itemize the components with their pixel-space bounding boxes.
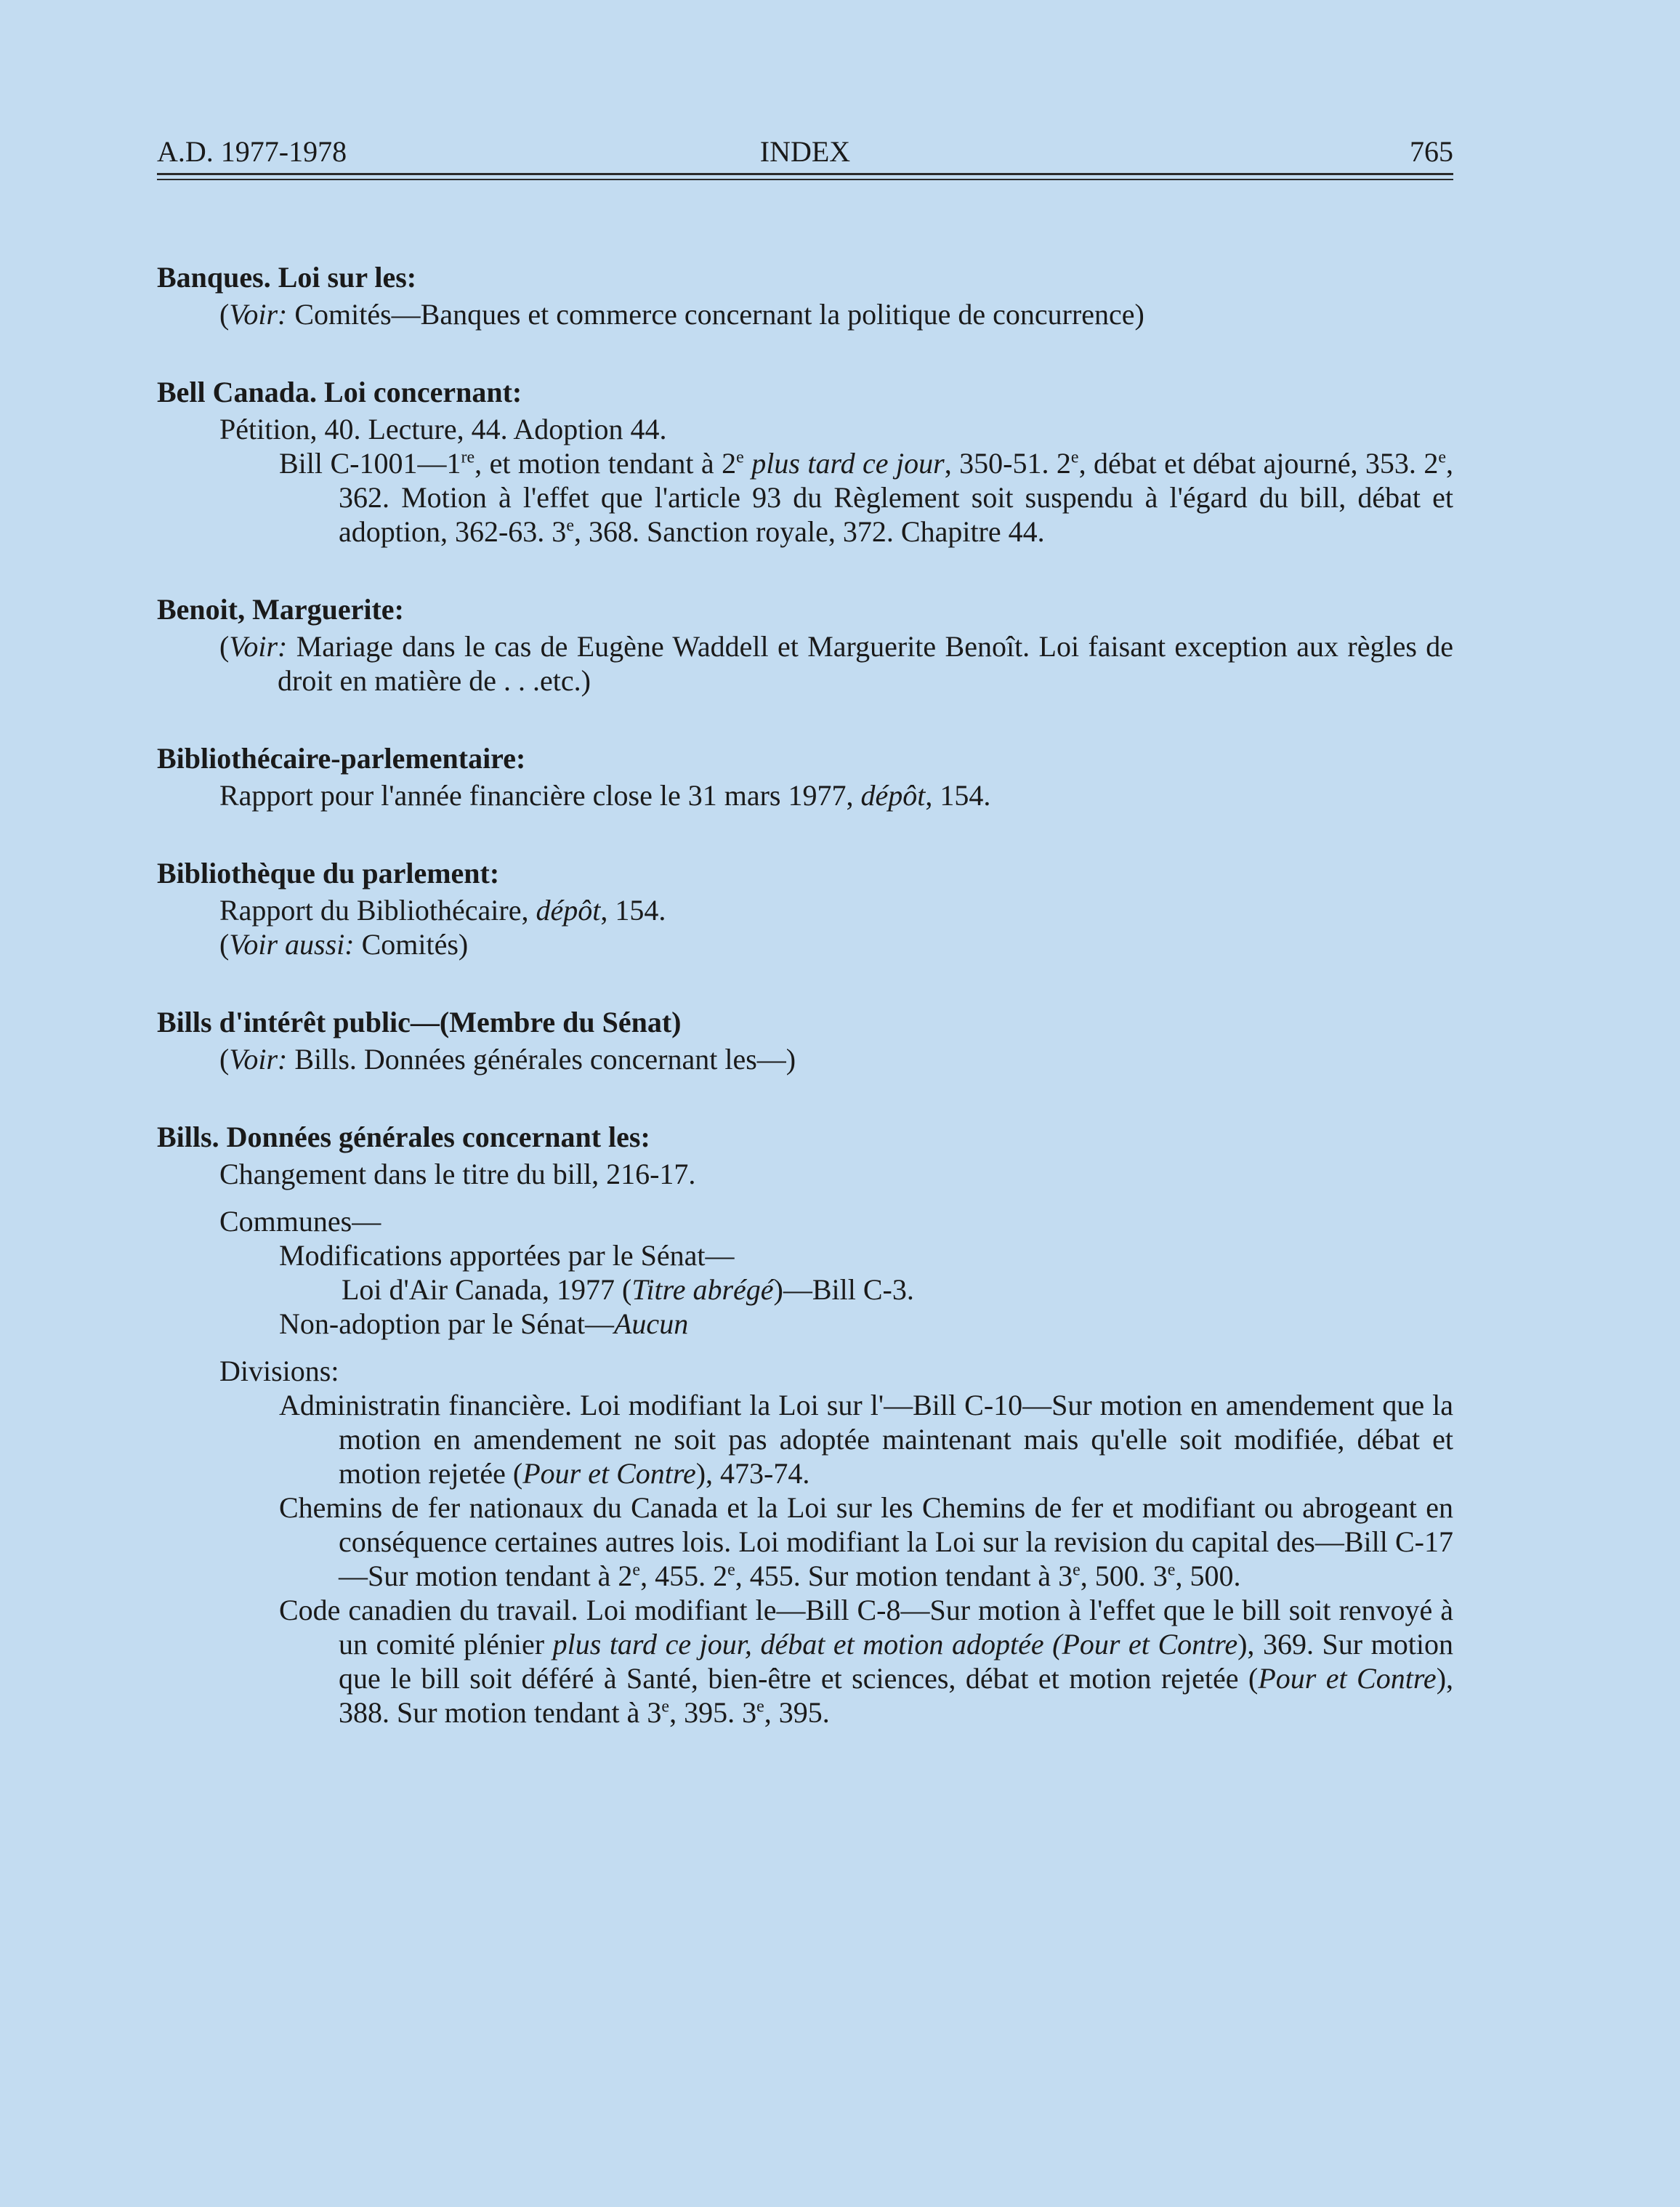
entry-heading: Benoit, Marguerite: bbox=[157, 593, 404, 626]
entry-heading: Banques. Loi sur les: bbox=[157, 261, 417, 294]
entry-bills-donnees-generales bbox=[157, 1120, 1453, 1730]
subheading-communes: Communes— bbox=[219, 1205, 381, 1238]
entry-line: Rapport pour l'année financière close le 31 mars 1977, dépôt, 154. bbox=[219, 779, 991, 812]
entry-bibliotheque bbox=[157, 856, 1453, 961]
entry-line: Changement dans le titre du bill, 216-17. bbox=[219, 1158, 696, 1190]
division-item: Administratin financière. Loi modifiant la Loi sur l'—Bill C-10—Sur motion en amendement que la motion en amendement ne soit pas adoptée maintenant mais qu'elle soit modifiée, débat et motion rejetée (Pour et Contre), 473-74. bbox=[279, 1389, 1453, 1490]
entry-heading: Bills. Données générales concernant les: bbox=[157, 1121, 650, 1153]
entry-benoit-marguerite bbox=[157, 592, 1453, 698]
voir-aussi-label: Voir aussi: bbox=[229, 928, 355, 961]
entry-bell-canada bbox=[157, 375, 1453, 549]
subheading-modifications: Modifications apportées par le Sénat— bbox=[279, 1239, 735, 1272]
voir-label: Voir: bbox=[229, 298, 288, 331]
entry-bills-interet-public bbox=[157, 1005, 1453, 1076]
division-item: Chemins de fer nationaux du Canada et la Loi sur les Chemins de fer et modifiant ou abrogeant en conséquence certaines autres lois. Loi modifiant la Loi sur la revision du capital des—Bill C-17—Sur motion tendant à 2e, 455. 2e, 455. Sur motion tendant à 3e, 500. 3e, 500. bbox=[279, 1491, 1453, 1592]
header-title: INDEX bbox=[759, 135, 851, 168]
entry-see-reference: (Voir: Mariage dans le cas de Eugène Waddell et Marguerite Benoît. Loi faisant exception aux règles de droit en matière de . . .etc.) bbox=[219, 630, 1454, 697]
entry-see-reference: (Voir: Bills. Données générales concernant les—) bbox=[219, 1043, 796, 1076]
entry-heading: Bills d'intérêt public—(Membre du Sénat) bbox=[157, 1006, 682, 1038]
header-rule-bottom bbox=[157, 179, 1453, 180]
entry-line: Loi d'Air Canada, 1977 (Titre abrégé)—Bill C-3. bbox=[342, 1273, 914, 1306]
header-rule-top bbox=[157, 173, 1453, 175]
bill-c1001-line: Bill C-1001—1re, et motion tendant à 2e plus tard ce jour, 350-51. 2e, débat et débat ajourné, 353. 2e, 362. Motion à l'effet que l'article 93 du Règlement soit suspendu à l'égard du bill, débat et adoption, 362-63. 3e, 368. Sanction royale, 372. Chapitre 44. bbox=[279, 447, 1454, 548]
division-item: Code canadien du travail. Loi modifiant le—Bill C-8—Sur motion à l'effet que le bill soit renvoyé à un comité plénier plus tard ce jour, débat et motion adoptée (Pour et Contre), 369. Sur motion que le bill soit déféré à Santé, bien-être et sciences, débat et motion rejetée (Pour et Contre), 388. Sur motion tendant à 3e, 395. 3e, 395. bbox=[279, 1594, 1454, 1729]
entry-see-also: (Voir aussi: Comités) bbox=[219, 928, 469, 961]
entry-banques bbox=[157, 260, 1453, 331]
entry-see-reference: (Voir: Comités—Banques et commerce concernant la politique de concurrence) bbox=[219, 298, 1144, 331]
running-header bbox=[157, 135, 1453, 172]
voir-label: Voir: bbox=[229, 1043, 288, 1076]
entry-line: Non-adoption par le Sénat—Aucun bbox=[279, 1307, 689, 1340]
entry-line: Pétition, 40. Lecture, 44. Adoption 44. bbox=[219, 413, 667, 445]
entry-heading: Bibliothécaire-parlementaire: bbox=[157, 742, 526, 775]
entry-bibliothecaire bbox=[157, 741, 1453, 812]
entry-heading: Bell Canada. Loi concernant: bbox=[157, 376, 522, 408]
header-years: A.D. 1977-1978 bbox=[157, 135, 347, 168]
subheading-divisions: Divisions: bbox=[219, 1355, 339, 1387]
voir-label: Voir: bbox=[229, 630, 288, 663]
page-number: 765 bbox=[1410, 135, 1453, 168]
entry-heading: Bibliothèque du parlement: bbox=[157, 857, 500, 889]
index-content bbox=[157, 260, 1453, 1773]
entry-line: Rapport du Bibliothécaire, dépôt, 154. bbox=[219, 894, 666, 927]
